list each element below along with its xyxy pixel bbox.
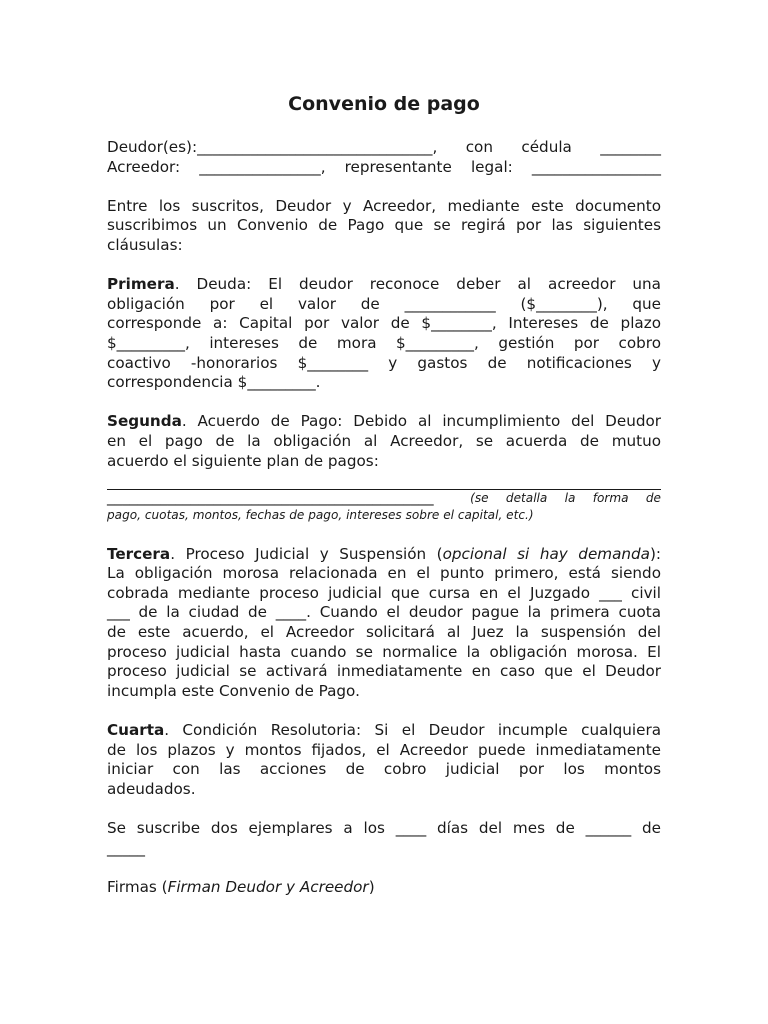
clause-line: adeudados.	[107, 779, 196, 798]
signatures-italic: Firman Deudor y Acreedor	[167, 877, 369, 896]
clause-line: de los plazos y montos fijados, el Acreedor puede inmediatamente	[107, 740, 661, 759]
signatures-text: )	[368, 877, 375, 896]
clause-line	[107, 545, 661, 565]
clause-line	[107, 275, 661, 295]
clause-line: correspondencia $_________.	[107, 373, 321, 392]
clause-line	[107, 412, 661, 432]
clause-line: cobrada mediante proceso judicial que cursa en el Juzgado ___ civil	[107, 583, 661, 602]
document-page	[107, 92, 661, 897]
clause-italic-note: opcional si hay demanda	[442, 544, 650, 563]
clause-primera	[107, 275, 661, 393]
clause-line: proceso judicial se activará inmediatamente en caso que el Deudor	[107, 662, 661, 681]
clause-line: proceso judicial hasta cuando se normalice la obligación morosa. El	[107, 642, 661, 661]
clause-label: Segunda	[107, 412, 182, 431]
payment-plan-note: pago, cuotas, montos, fechas de pago, intereses sobre el capital, etc.)	[107, 508, 534, 523]
clause-label: Tercera	[107, 544, 171, 563]
clause-line: $_________, intereses de mora $_________, gestión por cobro	[107, 333, 661, 352]
parties-block	[107, 138, 661, 177]
closing-paragraph	[107, 819, 661, 858]
clause-line: incumpla este Convenio de Pago.	[107, 681, 360, 700]
intro-paragraph	[107, 197, 661, 256]
clause-text: . Acuerdo de Pago: Debido al incumplimiento del Deudor	[181, 412, 661, 431]
intro-line: suscribimos un Convenio de Pago que se regirá por las siguientes	[107, 216, 661, 235]
clause-line: La obligación morosa relacionada en el punto primero, está siendo	[107, 564, 661, 583]
clause-line: ___ de la ciudad de ____. Cuando el deudor pague la primera cuota	[107, 603, 661, 622]
creditor-line: Acreedor: ________________, representante legal: _________________	[107, 157, 661, 176]
signatures-text: Firmas (	[107, 877, 168, 896]
clause-text: . Proceso Judicial y Suspensión (	[170, 544, 443, 563]
clause-text: ):	[649, 544, 662, 563]
clause-line: iniciar con las acciones de cobro judicial por los montos	[107, 760, 661, 779]
document-title: Convenio de pago	[288, 93, 480, 115]
clause-line	[107, 490, 661, 506]
clause-label: Primera	[107, 275, 175, 294]
payment-plan-blank: ___________________________________________	[107, 488, 434, 507]
clause-label: Cuarta	[107, 721, 165, 740]
clause-tercera	[107, 545, 661, 702]
clause-line: de este acuerdo, el Acreedor solicitará al Juez la suspensión del	[107, 623, 661, 642]
clause-line: en el pago de la obligación al Acreedor, se acuerda de mutuo	[107, 431, 661, 450]
intro-line: cláusulas:	[107, 235, 183, 254]
clause-segunda	[107, 412, 661, 525]
clause-line: coactivo -honorarios $________ y gastos de notificaciones y	[107, 353, 661, 372]
signatures-line	[107, 878, 661, 898]
intro-line: Entre los suscritos, Deudor y Acreedor, mediante este documento	[107, 196, 661, 215]
closing-line: _____	[107, 838, 145, 857]
clause-text: . Deuda: El deudor reconoce deber al acreedor una	[174, 275, 661, 294]
clause-text: . Condición Resolutoria: Si el Deudor incumple cualquiera	[164, 721, 661, 740]
clause-line	[107, 721, 661, 741]
payment-plan-note: (se detalla la forma de	[470, 491, 661, 506]
debtor-line: Deudor(es):_______________________________, con cédula ________	[107, 138, 661, 156]
clause-cuarta	[107, 721, 661, 799]
clause-line: acuerdo el siguiente plan de pagos:	[107, 451, 379, 470]
clause-line: corresponde a: Capital por valor de $________, Intereses de plazo	[107, 314, 661, 333]
clause-line: obligación por el valor de ____________ ($________), que	[107, 294, 661, 313]
closing-line: Se suscribe dos ejemplares a los ____ días del mes de ______ de	[107, 819, 661, 837]
